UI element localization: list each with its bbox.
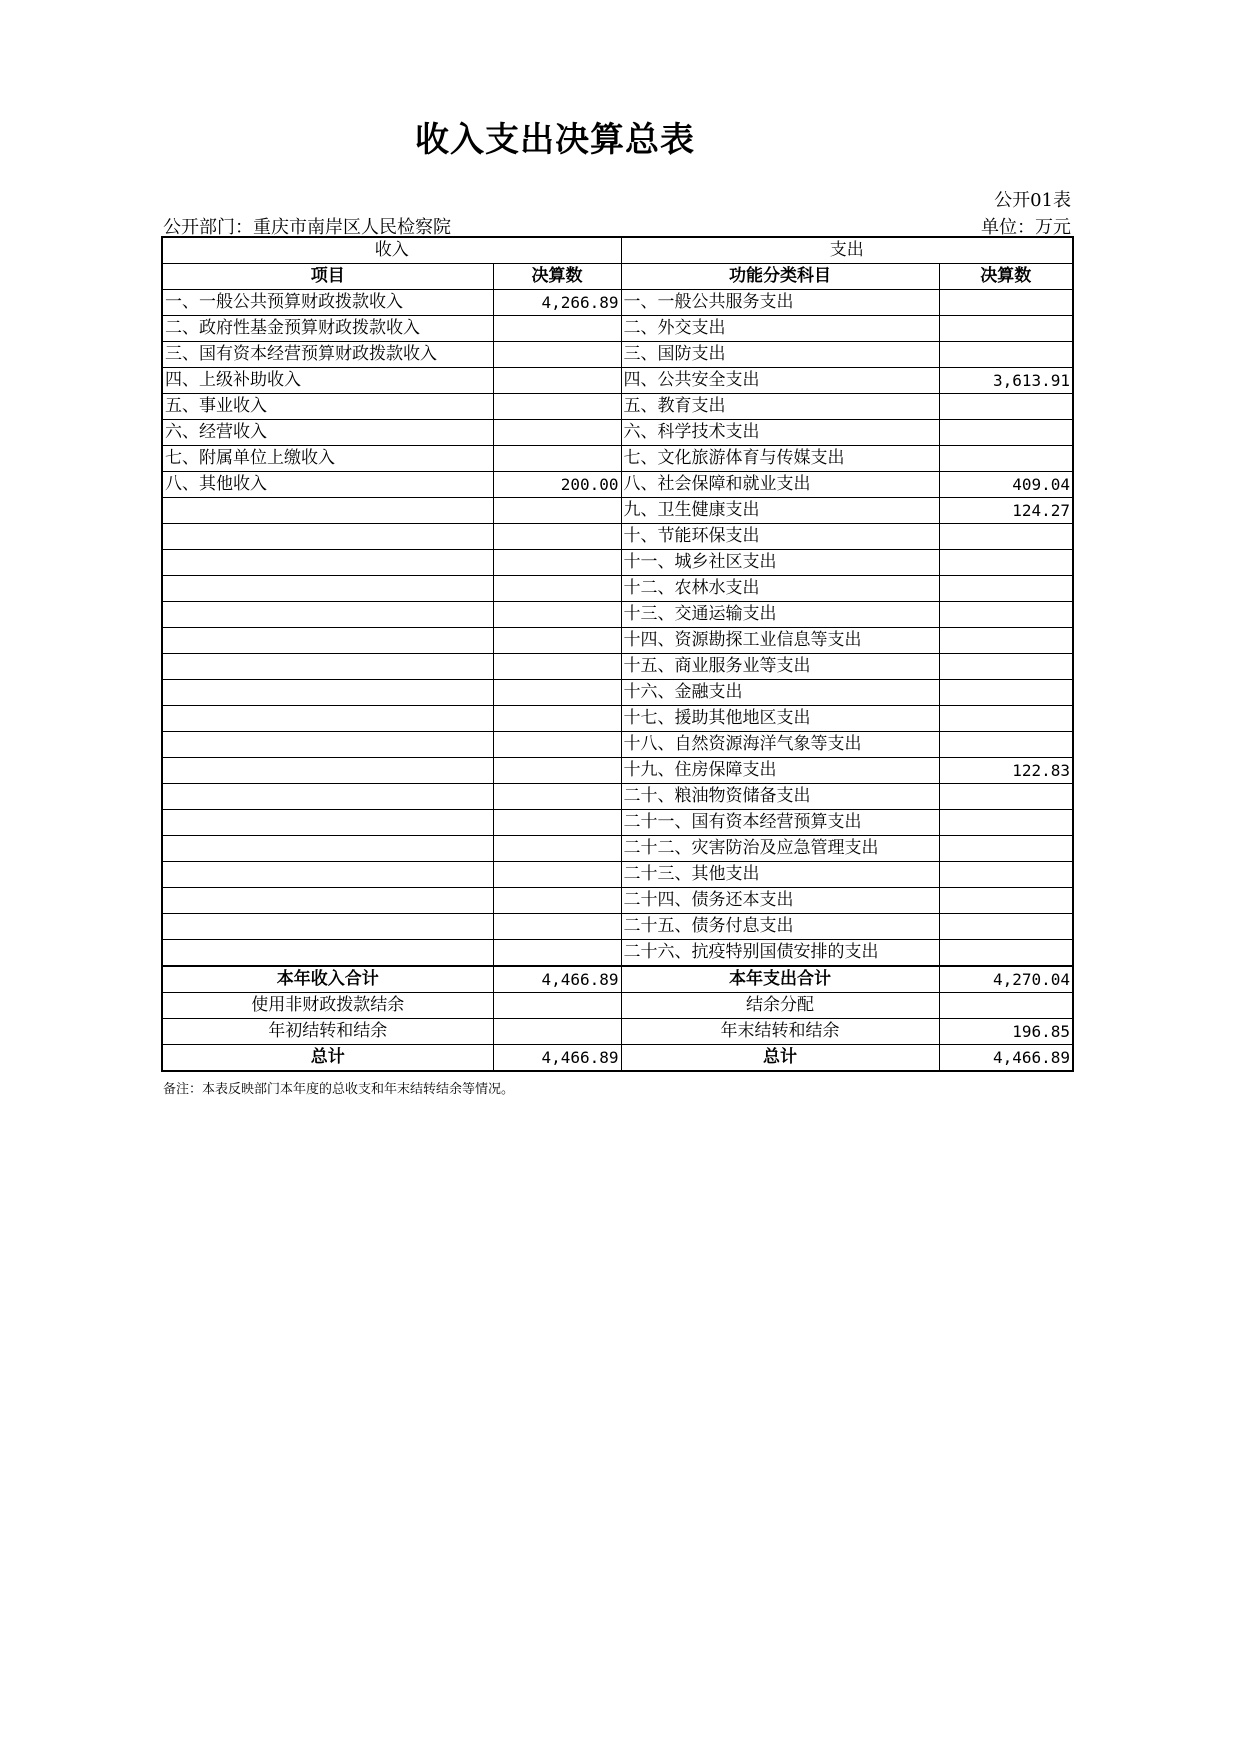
- unit-label: 单位：万元: [981, 217, 1071, 238]
- expense-item: 二十四、债务还本支出: [621, 888, 939, 914]
- income-amount: [493, 498, 621, 524]
- expense-item: 九、卫生健康支出: [621, 498, 939, 524]
- summary-income-item: 总计: [162, 1045, 493, 1072]
- income-item: [162, 654, 493, 680]
- expense-amount: [939, 784, 1073, 810]
- summary-income-amount: [493, 993, 621, 1019]
- income-amount: [493, 446, 621, 472]
- table-row: [162, 524, 1073, 550]
- table-row: [162, 628, 1073, 654]
- expense-amount: [939, 316, 1073, 342]
- summary-expense-item: 年末结转和结余: [621, 1019, 939, 1045]
- table-row: [162, 706, 1073, 732]
- summary-row: [162, 1019, 1073, 1045]
- income-item: [162, 810, 493, 836]
- summary-row: [162, 993, 1073, 1019]
- expense-amount: [939, 290, 1073, 316]
- income-item-header: 项目: [162, 264, 493, 290]
- income-item: [162, 576, 493, 602]
- expense-amount: [939, 940, 1073, 967]
- expense-amount: 409.04: [939, 472, 1073, 498]
- expense-amount: [939, 446, 1073, 472]
- expense-amount: [939, 394, 1073, 420]
- expense-item: 七、文化旅游体育与传媒支出: [621, 446, 939, 472]
- table-row: [162, 368, 1073, 394]
- table-row: [162, 498, 1073, 524]
- income-amount: [493, 810, 621, 836]
- income-item: [162, 602, 493, 628]
- summary-expense-amount: 4,466.89: [939, 1045, 1073, 1072]
- expense-amount-header: 决算数: [939, 264, 1073, 290]
- expense-item: 二十五、债务付息支出: [621, 914, 939, 940]
- income-amount: [493, 888, 621, 914]
- income-item: 一、一般公共预算财政拨款收入: [162, 290, 493, 316]
- expense-item: 十九、住房保障支出: [621, 758, 939, 784]
- income-item: [162, 784, 493, 810]
- expense-item: 二十三、其他支出: [621, 862, 939, 888]
- income-amount: [493, 524, 621, 550]
- table-row: [162, 862, 1073, 888]
- income-amount: [493, 394, 621, 420]
- income-amount: [493, 836, 621, 862]
- summary-income-amount: 4,466.89: [493, 966, 621, 993]
- income-item: [162, 888, 493, 914]
- income-item: 七、附属单位上缴收入: [162, 446, 493, 472]
- income-amount: [493, 602, 621, 628]
- summary-expense-amount: [939, 993, 1073, 1019]
- income-item: 八、其他收入: [162, 472, 493, 498]
- table-row: [162, 446, 1073, 472]
- table-row: [162, 342, 1073, 368]
- table-row: [162, 888, 1073, 914]
- expense-amount: 3,613.91: [939, 368, 1073, 394]
- expense-item: 二十二、灾害防治及应急管理支出: [621, 836, 939, 862]
- income-amount: 200.00: [493, 472, 621, 498]
- income-item: [162, 914, 493, 940]
- income-amount: [493, 342, 621, 368]
- table-row: [162, 758, 1073, 784]
- income-amount: [493, 914, 621, 940]
- expense-item: 十四、资源勘探工业信息等支出: [621, 628, 939, 654]
- table-row: [162, 394, 1073, 420]
- expense-item: 三、国防支出: [621, 342, 939, 368]
- expense-item: 八、社会保障和就业支出: [621, 472, 939, 498]
- expense-item: 六、科学技术支出: [621, 420, 939, 446]
- expense-amount: [939, 576, 1073, 602]
- income-amount: [493, 784, 621, 810]
- income-amount: 4,266.89: [493, 290, 621, 316]
- income-item: [162, 628, 493, 654]
- income-item: [162, 550, 493, 576]
- expense-amount: [939, 680, 1073, 706]
- expense-item: 二十、粮油物资储备支出: [621, 784, 939, 810]
- expense-amount: 124.27: [939, 498, 1073, 524]
- summary-expense-amount: 196.85: [939, 1019, 1073, 1045]
- expense-item: 十、节能环保支出: [621, 524, 939, 550]
- income-amount: [493, 368, 621, 394]
- income-amount: [493, 732, 621, 758]
- expense-amount: [939, 836, 1073, 862]
- income-item: [162, 680, 493, 706]
- income-item: 二、政府性基金预算财政拨款收入: [162, 316, 493, 342]
- expense-amount: [939, 732, 1073, 758]
- expense-amount: [939, 706, 1073, 732]
- expense-item: 十二、农林水支出: [621, 576, 939, 602]
- table-row: [162, 836, 1073, 862]
- expense-amount: [939, 550, 1073, 576]
- income-amount: [493, 680, 621, 706]
- income-amount: [493, 628, 621, 654]
- table-row: [162, 654, 1073, 680]
- expense-amount: [939, 810, 1073, 836]
- income-amount: [493, 862, 621, 888]
- income-item: 三、国有资本经营预算财政拨款收入: [162, 342, 493, 368]
- expense-item: 十五、商业服务业等支出: [621, 654, 939, 680]
- expense-item: 四、公共安全支出: [621, 368, 939, 394]
- expense-item: 十三、交通运输支出: [621, 602, 939, 628]
- table-row: [162, 290, 1073, 316]
- income-item: [162, 732, 493, 758]
- expense-item: 二十一、国有资本经营预算支出: [621, 810, 939, 836]
- income-item: [162, 940, 493, 967]
- expense-amount: [939, 342, 1073, 368]
- income-item: [162, 706, 493, 732]
- income-expense-table: [161, 236, 1074, 1072]
- table-row: [162, 810, 1073, 836]
- expense-item: 五、教育支出: [621, 394, 939, 420]
- expense-amount: [939, 524, 1073, 550]
- expense-amount: [939, 602, 1073, 628]
- summary-income-item: 本年收入合计: [162, 966, 493, 993]
- expense-item: 一、一般公共服务支出: [621, 290, 939, 316]
- table-row: [162, 602, 1073, 628]
- income-item: 六、经营收入: [162, 420, 493, 446]
- income-amount: [493, 758, 621, 784]
- summary-income-item: 年初结转和结余: [162, 1019, 493, 1045]
- expense-amount: [939, 888, 1073, 914]
- summary-income-amount: 4,466.89: [493, 1045, 621, 1072]
- summary-row: [162, 1045, 1073, 1072]
- expense-amount: 122.83: [939, 758, 1073, 784]
- expense-amount: [939, 654, 1073, 680]
- expense-amount: [939, 420, 1073, 446]
- table-row: [162, 550, 1073, 576]
- income-item: [162, 524, 493, 550]
- income-amount: [493, 706, 621, 732]
- table-row: [162, 914, 1073, 940]
- column-header-row: [162, 264, 1073, 290]
- table-row: [162, 732, 1073, 758]
- expense-amount: [939, 628, 1073, 654]
- expense-item: 十七、援助其他地区支出: [621, 706, 939, 732]
- income-item: [162, 498, 493, 524]
- expense-item: 十八、自然资源海洋气象等支出: [621, 732, 939, 758]
- form-number: 公开01表: [994, 190, 1071, 211]
- expense-amount: [939, 862, 1073, 888]
- income-amount-header: 决算数: [493, 264, 621, 290]
- income-item: [162, 862, 493, 888]
- section-header-row: [162, 237, 1073, 264]
- summary-expense-amount: 4,270.04: [939, 966, 1073, 993]
- table-row: [162, 784, 1073, 810]
- income-item: [162, 836, 493, 862]
- table-row: [162, 420, 1073, 446]
- income-item: 四、上级补助收入: [162, 368, 493, 394]
- income-amount: [493, 420, 621, 446]
- footnote: 备注：本表反映部门本年度的总收支和年末结转结余等情况。: [163, 1082, 515, 1097]
- expense-item: 十六、金融支出: [621, 680, 939, 706]
- expense-section-header: 支出: [621, 237, 1073, 264]
- income-item: 五、事业收入: [162, 394, 493, 420]
- table-row: [162, 680, 1073, 706]
- income-amount: [493, 316, 621, 342]
- page-title: 收入支出决算总表: [415, 120, 695, 160]
- expense-item: 十一、城乡社区支出: [621, 550, 939, 576]
- income-amount: [493, 550, 621, 576]
- summary-income-amount: [493, 1019, 621, 1045]
- expense-item-header: 功能分类科目: [621, 264, 939, 290]
- income-amount: [493, 654, 621, 680]
- table-row: [162, 316, 1073, 342]
- expense-amount: [939, 914, 1073, 940]
- expense-item: 二、外交支出: [621, 316, 939, 342]
- summary-expense-item: 结余分配: [621, 993, 939, 1019]
- income-section-header: 收入: [162, 237, 621, 264]
- income-amount: [493, 576, 621, 602]
- summary-expense-item: 总计: [621, 1045, 939, 1072]
- table-row: [162, 576, 1073, 602]
- summary-income-item: 使用非财政拨款结余: [162, 993, 493, 1019]
- income-amount: [493, 940, 621, 967]
- table-row: [162, 472, 1073, 498]
- department-label: 公开部门：重庆市南岸区人民检察院: [163, 217, 451, 238]
- expense-item: 二十六、抗疫特别国债安排的支出: [621, 940, 939, 967]
- summary-expense-item: 本年支出合计: [621, 966, 939, 993]
- income-item: [162, 758, 493, 784]
- summary-row: [162, 966, 1073, 993]
- table-row: [162, 940, 1073, 967]
